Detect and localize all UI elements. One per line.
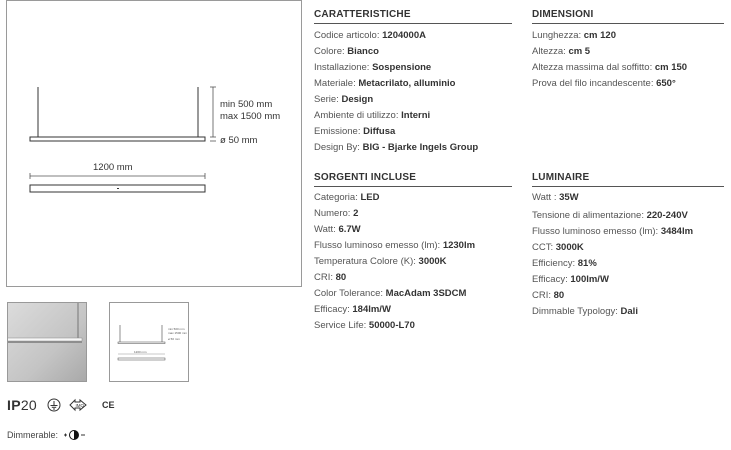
spec-row: Numero: 2 bbox=[314, 208, 359, 219]
section-divider bbox=[314, 23, 512, 24]
spec-row: CRI: 80 bbox=[532, 290, 565, 301]
min-height-label: min 500 mm bbox=[220, 99, 273, 110]
section-divider bbox=[532, 23, 724, 24]
spec-row: Efficacy: 184lm/W bbox=[314, 304, 391, 315]
spec-row: Altezza: cm 5 bbox=[532, 46, 591, 57]
spec-row: Flusso luminoso emesso (lm): 1230lm bbox=[314, 240, 476, 251]
product-photo-thumbnail[interactable] bbox=[7, 302, 87, 382]
diameter-label: ø 50 mm bbox=[220, 135, 258, 146]
ce-mark: CE bbox=[102, 400, 115, 410]
spec-row: Prova del filo incandescente: 650° bbox=[532, 78, 676, 89]
enec-mark-icon bbox=[68, 398, 88, 412]
spec-row: Watt : 35W bbox=[532, 192, 579, 203]
technical-drawing-thumbnail[interactable] bbox=[109, 302, 189, 382]
svg-text:IMQ: IMQ bbox=[75, 402, 84, 408]
ip-rating-badge: IP20 bbox=[7, 397, 38, 413]
lamp-photo-image bbox=[8, 303, 86, 381]
caratteristiche-title: CARATTERISTICHE bbox=[314, 9, 411, 20]
spec-row: CCT: 3000K bbox=[532, 242, 584, 253]
spec-row: Serie: Design bbox=[314, 94, 374, 105]
dimmable-label: Dimmerable: bbox=[7, 430, 59, 440]
spec-row: Installazione: Sospensione bbox=[314, 62, 432, 73]
spec-row: Emissione: Diffusa bbox=[314, 126, 396, 137]
spec-row: Temperatura Colore (K): 3000K bbox=[314, 256, 447, 267]
suspension-lamp-drawing bbox=[7, 1, 303, 288]
spec-row: CRI: 80 bbox=[314, 272, 347, 283]
spec-row: Color Tolerance: MacAdam 3SDCM bbox=[314, 288, 467, 299]
dimmer-icon bbox=[64, 429, 86, 441]
spec-row: Flusso luminoso emesso (lm): 3484lm bbox=[532, 226, 694, 237]
spec-row: Lunghezza: cm 120 bbox=[532, 30, 616, 41]
spec-row: Codice articolo: 1204000A bbox=[314, 30, 426, 41]
luminaire-title: LUMINAIRE bbox=[532, 172, 590, 183]
spec-row: Efficiency: 81% bbox=[532, 258, 597, 269]
spec-row: Materiale: Metacrilato, alluminio bbox=[314, 78, 456, 89]
sorgenti-section bbox=[314, 172, 512, 334]
ground-symbol-icon bbox=[47, 398, 61, 412]
lamp-side-view bbox=[30, 137, 205, 141]
thumb-diameter-label: ø 50 mm bbox=[168, 337, 180, 341]
spec-row: Categoria: LED bbox=[314, 192, 380, 203]
dimensioni-section bbox=[532, 9, 724, 92]
spec-row: Tensione di alimentazione: 220-240V bbox=[532, 210, 688, 221]
sorgenti-title: SORGENTI INCLUSE bbox=[314, 172, 417, 183]
spec-row: Design By: BIG - Bjarke Ingels Group bbox=[314, 142, 479, 153]
spec-row: Colore: Bianco bbox=[314, 46, 379, 57]
caratteristiche-section bbox=[314, 9, 512, 156]
spec-row: Ambiente di utilizzo: Interni bbox=[314, 110, 431, 121]
length-label: 1200 mm bbox=[93, 162, 133, 173]
drawing-thumbnail-image bbox=[110, 303, 188, 381]
dimensioni-title: DIMENSIONI bbox=[532, 9, 594, 20]
spec-row: Altezza massima dal soffitto: cm 150 bbox=[532, 62, 688, 73]
thumb-min-height-label: min 500 mm bbox=[168, 327, 185, 331]
spec-row: Service Life: 50000-L70 bbox=[314, 320, 415, 331]
thumb-length-label: 1200 mm bbox=[134, 350, 147, 354]
dimmable-row bbox=[7, 430, 58, 440]
max-height-label: max 1500 mm bbox=[220, 111, 281, 122]
spec-row: Efficacy: 100lm/W bbox=[532, 274, 609, 285]
section-divider bbox=[532, 186, 724, 187]
spec-row: Watt: 6.7W bbox=[314, 224, 361, 235]
spec-row: Dimmable Typology: Dali bbox=[532, 306, 638, 317]
thumb-max-height-label: max 1500 mm bbox=[168, 331, 188, 335]
product-drawing bbox=[6, 0, 302, 287]
section-divider bbox=[314, 186, 512, 187]
luminaire-section bbox=[532, 172, 724, 320]
